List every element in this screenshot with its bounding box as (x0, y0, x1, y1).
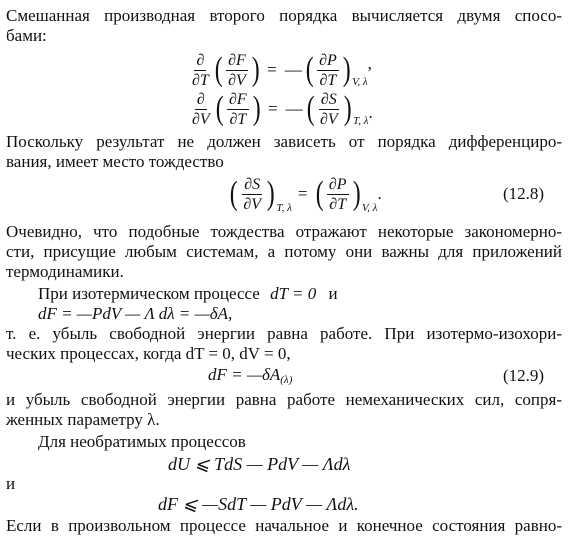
eq3-rhs-left-paren: ( (315, 175, 324, 212)
equation-inequality-du: dU ⩽ TdS — PdV — Λdλ (168, 454, 351, 474)
eq3-rhs-subscript: V, λ (361, 202, 378, 214)
eq3-equals-sign: = (297, 184, 308, 203)
paragraph-4-line-1-text: При изотермическом процессе (38, 284, 260, 303)
paragraph-3-line-3: термодинамики. (6, 262, 124, 281)
eq3-rhs-numerator: ∂P (328, 175, 347, 193)
paragraph-2-line-2: вания, имеет место тождество (6, 152, 224, 171)
eq2-inner-numerator: ∂F (229, 90, 247, 108)
eq2-rhs-subscript: T, λ (352, 115, 369, 127)
eq4-subscript: (λ) (280, 374, 293, 386)
eq3-lhs-denominator: ∂V (243, 195, 262, 213)
equation-12-9 (208, 364, 292, 386)
equation-12-8 (228, 172, 382, 216)
paragraph-4-line-1-conjunction: и (328, 284, 338, 303)
eq1-inner-denominator: ∂V (228, 71, 246, 89)
paragraph-1-line-2: бами: (6, 26, 47, 45)
eq1-operator-denominator: ∂T (192, 71, 209, 89)
eq3-rhs-fraction (327, 176, 349, 213)
eq2-rhs-denominator: ∂V (319, 110, 338, 128)
paragraph-1-line-1: Смешанная производная второго порядка вычисляется двумя спосо- (6, 6, 562, 25)
eq1-rhs-numerator: ∂P (319, 51, 337, 69)
eq1-rhs-subscript: V, λ (352, 76, 368, 88)
eq2-operator-numerator: ∂ (196, 90, 205, 108)
eq2-operator-fraction (190, 91, 212, 128)
equation-1 (188, 50, 372, 90)
eq2-rhs-numerator: ∂S (320, 90, 337, 108)
eq2-minus-sign: — (285, 99, 303, 118)
paragraph-6-line-1: Для необратимых процессов (38, 432, 246, 451)
eq2-trailing-punctuation: . (368, 103, 373, 122)
paragraph-3-line-2: сти, присущие любым системам, а потому они важны для приложений (6, 242, 562, 261)
eq3-lhs-numerator: ∂S (244, 175, 261, 193)
eq4-expression: dF = —δA (208, 365, 281, 384)
eq1-equals-sign: = (267, 60, 277, 79)
eq3-lhs-subscript: T, λ (276, 202, 292, 214)
paragraph-5-line-2: женных параметру λ. (6, 410, 160, 429)
eq2-equals-sign: = (268, 99, 278, 118)
eq1-operator-numerator: ∂ (196, 51, 205, 69)
paragraph-4-line-1 (38, 284, 338, 304)
eq3-lhs-right-paren: ) (266, 175, 275, 212)
eq2-right-paren: ) (252, 90, 261, 127)
paragraph-6-conjunction: и (6, 474, 16, 493)
paragraph-4-line-1-math: dT = 0 (270, 284, 317, 303)
eq1-right-paren: ) (251, 51, 260, 88)
eq1-minus-sign: — (284, 60, 302, 79)
eq2-rhs-left-paren: ( (306, 90, 315, 127)
equation-2 (188, 89, 373, 129)
eq3-lhs-left-paren: ( (229, 175, 238, 212)
eq2-rhs-right-paren: ) (343, 90, 352, 127)
eq1-operator-fraction (190, 52, 211, 89)
eq3-rhs-right-paren: ) (352, 175, 361, 212)
eq1-left-paren: ( (214, 51, 223, 88)
equation-inequality-df: dF ⩽ —SdT — PdV — Λdλ. (158, 494, 359, 514)
eq1-trailing-punctuation: , (367, 54, 372, 73)
paragraph-4-line-2-math: dF = —PdV — Λ dλ = —δA, (38, 304, 233, 323)
eq2-inner-denominator: ∂T (229, 110, 247, 128)
eq2-operator-denominator: ∂V (192, 110, 210, 128)
equation-number-12-9: (12.9) (503, 366, 545, 385)
paragraph-3-line-1: Очевидно, что подобные тождества отражают некоторые закономерно- (6, 222, 562, 241)
paragraph-2-line-1: Поскольку результат не должен зависеть от порядка дифференциро- (6, 132, 562, 151)
paragraph-4-line-4: ческих процессах, когда dT = 0, dV = 0, (6, 344, 291, 363)
eq1-rhs-fraction (317, 52, 339, 89)
eq1-rhs-right-paren: ) (342, 51, 351, 88)
eq3-rhs-denominator: ∂T (329, 195, 347, 213)
eq1-rhs-left-paren: ( (305, 51, 314, 88)
paragraph-4-line-3: т. е. убыль свободной энергии равна работе. При изотермо-изохори- (6, 324, 562, 343)
eq1-inner-fraction (226, 52, 248, 89)
eq3-trailing-punctuation: . (377, 184, 382, 203)
eq2-inner-fraction (227, 91, 249, 128)
paragraph-5-line-1: и убыль свободной энергии равна работе немеханических сил, сопря- (6, 390, 562, 409)
eq2-rhs-fraction (318, 91, 340, 128)
paragraph-7-line-1: Если в произвольном процессе начальное и конечное состояния равно- (6, 516, 562, 535)
eq3-lhs-fraction (241, 176, 263, 213)
eq1-rhs-denominator: ∂T (319, 71, 337, 89)
equation-number-12-8: (12.8) (503, 184, 545, 203)
eq1-inner-numerator: ∂F (228, 51, 246, 69)
eq2-left-paren: ( (215, 90, 224, 127)
